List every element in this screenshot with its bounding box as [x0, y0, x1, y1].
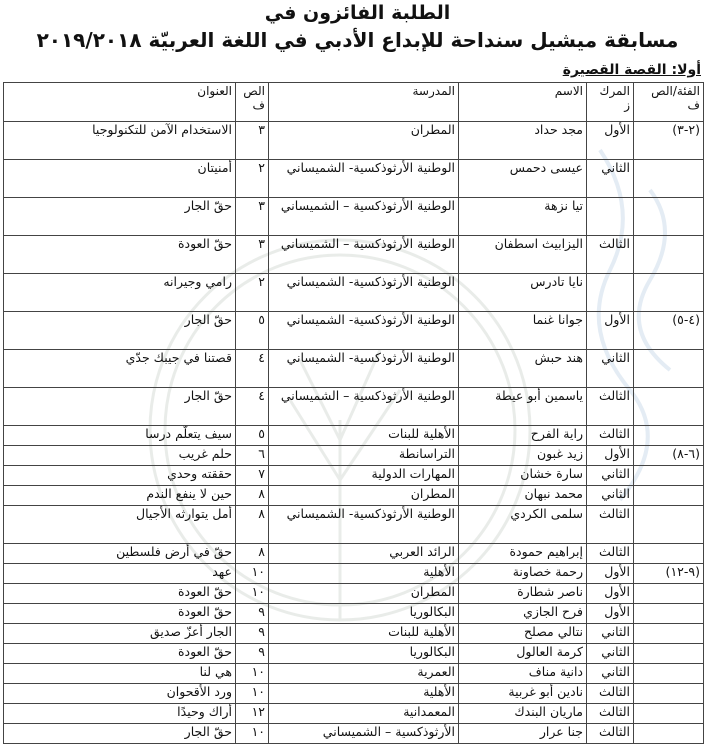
cell-category [634, 604, 704, 624]
cell-grade: ٢ [236, 274, 269, 312]
cell-school: المطران [269, 486, 459, 506]
cell-grade: ١٠ [236, 584, 269, 604]
cell-school: الأرثوذكسية – الشميساني [269, 724, 459, 744]
cell-school: الأهلية [269, 684, 459, 704]
cell-name: سارة خشان [459, 466, 587, 486]
table-row [4, 544, 704, 564]
column-header-category: الفئة/الص ف [634, 83, 704, 122]
cell-school: الوطنية الأرثوذكسية – الشميساني [269, 388, 459, 426]
cell-rank: الأول [587, 564, 634, 584]
table-row [4, 584, 704, 604]
cell-rank: الثالث [587, 426, 634, 446]
cell-school: العمرية [269, 664, 459, 684]
table-row [4, 644, 704, 664]
cell-grade: ١٠ [236, 724, 269, 744]
cell-rank: الثالث [587, 704, 634, 724]
cell-title: حققته وحدي [4, 466, 236, 486]
cell-grade: ١٠ [236, 564, 269, 584]
cell-category [634, 506, 704, 544]
cell-name: دانية مناف [459, 664, 587, 684]
table-row [4, 664, 704, 684]
cell-category [634, 684, 704, 704]
cell-name: جوانا غنما [459, 312, 587, 350]
cell-rank: الثالث [587, 544, 634, 564]
cell-rank: الثاني [587, 664, 634, 684]
cell-rank: الثاني [587, 624, 634, 644]
cell-title: حقّ الجار [4, 198, 236, 236]
cell-category [634, 664, 704, 684]
cell-grade: ٧ [236, 466, 269, 486]
section-heading: أولا: القصة القصيرة [562, 62, 701, 78]
cell-title: ورد الأقحوان [4, 684, 236, 704]
cell-title: أراك وحيدًا [4, 704, 236, 724]
table-row [4, 624, 704, 644]
cell-category [634, 388, 704, 426]
cell-grade: ١٠ [236, 684, 269, 704]
cell-category [634, 236, 704, 274]
column-header-school: المدرسة [269, 83, 459, 122]
winners-table [3, 82, 704, 744]
table-row [4, 350, 704, 388]
table-row [4, 198, 704, 236]
cell-grade: ٨ [236, 544, 269, 564]
cell-title: حقّ الجار [4, 724, 236, 744]
cell-category [634, 704, 704, 724]
cell-grade: ٤ [236, 388, 269, 426]
cell-title: الاستخدام الآمن للتكنولوجيا [4, 122, 236, 160]
cell-name: ناصر شطارة [459, 584, 587, 604]
cell-grade: ٣ [236, 236, 269, 274]
table-row [4, 466, 704, 486]
cell-name: نايا تادرس [459, 274, 587, 312]
cell-grade: ٩ [236, 604, 269, 624]
table-row [4, 274, 704, 312]
table-row [4, 122, 704, 160]
cell-name: مجد حداد [459, 122, 587, 160]
cell-title: أمل يتوارثه الأجيال [4, 506, 236, 544]
cell-school: الأهلية للبنات [269, 426, 459, 446]
cell-grade: ٥ [236, 426, 269, 446]
cell-grade: ٦ [236, 446, 269, 466]
cell-rank [587, 274, 634, 312]
cell-grade: ٩ [236, 624, 269, 644]
cell-name: راية الفرح [459, 426, 587, 446]
cell-grade: ٩ [236, 644, 269, 664]
cell-title: حقّ العودة [4, 584, 236, 604]
cell-title: سيف يتعلّم درسا [4, 426, 236, 446]
cell-name: زيد غبون [459, 446, 587, 466]
cell-category: (٩-١٢) [634, 564, 704, 584]
table-row [4, 388, 704, 426]
table-header-row [4, 83, 704, 122]
cell-name: هند حبش [459, 350, 587, 388]
cell-rank: الأول [587, 584, 634, 604]
cell-school: الوطنية الأرثوذكسية – الشميساني [269, 236, 459, 274]
cell-rank: الأول [587, 122, 634, 160]
cell-title: رامي وجيرانه [4, 274, 236, 312]
cell-title: قصتنا في جيبك جدّي [4, 350, 236, 388]
cell-school: الوطنية الأرثوذكسية- الشميساني [269, 506, 459, 544]
cell-school: المعمدانية [269, 704, 459, 724]
cell-name: نتالي مصلح [459, 624, 587, 644]
cell-rank: الثاني [587, 486, 634, 506]
cell-rank: الأول [587, 312, 634, 350]
cell-school: الرائد العربي [269, 544, 459, 564]
cell-school: الأهلية للبنات [269, 624, 459, 644]
cell-name: سلمى الكردي [459, 506, 587, 544]
column-header-name: الاسم [459, 83, 587, 122]
cell-school: البكالوريا [269, 604, 459, 624]
cell-title: حين لا ينفع الندم [4, 486, 236, 506]
cell-rank: الأول [587, 446, 634, 466]
table-row [4, 486, 704, 506]
cell-grade: ٥ [236, 312, 269, 350]
cell-title: هي لنا [4, 664, 236, 684]
cell-title: الجار أعزّ صديق [4, 624, 236, 644]
cell-rank [587, 198, 634, 236]
cell-rank: الثالث [587, 684, 634, 704]
cell-title: حقّ العودة [4, 236, 236, 274]
cell-grade: ٣ [236, 122, 269, 160]
cell-name: إبراهيم حمودة [459, 544, 587, 564]
table-row [4, 506, 704, 544]
cell-rank: الثالث [587, 388, 634, 426]
cell-category [634, 624, 704, 644]
table-row [4, 312, 704, 350]
cell-title: حلم غريب [4, 446, 236, 466]
cell-title: حقّ الجار [4, 312, 236, 350]
cell-rank: الثاني [587, 350, 634, 388]
cell-category [634, 466, 704, 486]
cell-rank: الثاني [587, 466, 634, 486]
cell-category: (٦-٨) [634, 446, 704, 466]
cell-rank: الثاني [587, 160, 634, 198]
cell-school: البكالوريا [269, 644, 459, 664]
cell-name: اليزابيث اسطفان [459, 236, 587, 274]
table-row [4, 684, 704, 704]
table-row [4, 446, 704, 466]
cell-title: حقّ في أرض فلسطين [4, 544, 236, 564]
cell-school: التراسانطة [269, 446, 459, 466]
cell-category [634, 724, 704, 744]
cell-grade: ٢ [236, 160, 269, 198]
column-header-title: العنوان [4, 83, 236, 122]
cell-name: نادين أبو غربية [459, 684, 587, 704]
cell-school: الوطنية الأرثوذكسية- الشميساني [269, 160, 459, 198]
cell-name: كرمة العالول [459, 644, 587, 664]
cell-category [634, 544, 704, 564]
cell-category [634, 486, 704, 506]
cell-rank: الثالث [587, 724, 634, 744]
cell-school: الوطنية الأرثوذكسية- الشميساني [269, 312, 459, 350]
page-title: الطلبة الفائزون في [264, 2, 451, 24]
cell-grade: ٨ [236, 506, 269, 544]
cell-name: تيا نزهة [459, 198, 587, 236]
table-row [4, 426, 704, 446]
cell-category [634, 350, 704, 388]
cell-rank: الثاني [587, 644, 634, 664]
cell-category [634, 160, 704, 198]
cell-name: ماريان البندك [459, 704, 587, 724]
table-row [4, 704, 704, 724]
cell-title: حقّ العودة [4, 644, 236, 664]
cell-category [634, 274, 704, 312]
column-header-grade: الص ف [236, 83, 269, 122]
table-row [4, 604, 704, 624]
cell-title: أمنيتان [4, 160, 236, 198]
cell-grade: ٨ [236, 486, 269, 506]
cell-grade: ٤ [236, 350, 269, 388]
table-row [4, 564, 704, 584]
cell-category [634, 584, 704, 604]
cell-school: المطران [269, 584, 459, 604]
cell-name: عيسى دحمس [459, 160, 587, 198]
cell-rank: الأول [587, 604, 634, 624]
table-row [4, 236, 704, 274]
cell-grade: ١٠ [236, 664, 269, 684]
cell-category [634, 644, 704, 664]
cell-name: رحمة خصاونة [459, 564, 587, 584]
table-row [4, 160, 704, 198]
cell-rank: الثالث [587, 506, 634, 544]
cell-category: (٤-٥) [634, 312, 704, 350]
cell-name: جنا عرار [459, 724, 587, 744]
cell-school: الوطنية الأرثوذكسية- الشميساني [269, 274, 459, 312]
cell-title: عهد [4, 564, 236, 584]
table-row [4, 724, 704, 744]
cell-category [634, 426, 704, 446]
cell-school: الوطنية الأرثوذكسية – الشميساني [269, 198, 459, 236]
cell-name: فرح الجازي [459, 604, 587, 624]
cell-name: محمد نبهان [459, 486, 587, 506]
cell-school: الوطنية الأرثوذكسية- الشميساني [269, 350, 459, 388]
cell-school: الأهلية [269, 564, 459, 584]
cell-school: المطران [269, 122, 459, 160]
cell-title: حقّ العودة [4, 604, 236, 624]
cell-title: حقّ الجار [4, 388, 236, 426]
cell-category: (٢-٣) [634, 122, 704, 160]
column-header-rank: المرك ز [587, 83, 634, 122]
cell-grade: ١٢ [236, 704, 269, 724]
cell-category [634, 198, 704, 236]
cell-rank: الثالث [587, 236, 634, 274]
cell-name: ياسمين أبو عيطة [459, 388, 587, 426]
cell-school: المهارات الدولية [269, 466, 459, 486]
cell-grade: ٣ [236, 198, 269, 236]
page-subtitle: مسابقة ميشيل سنداحة للإبداع الأدبي في اللغة العربيّة ٢٠١٩/٢٠١٨ [36, 28, 679, 52]
